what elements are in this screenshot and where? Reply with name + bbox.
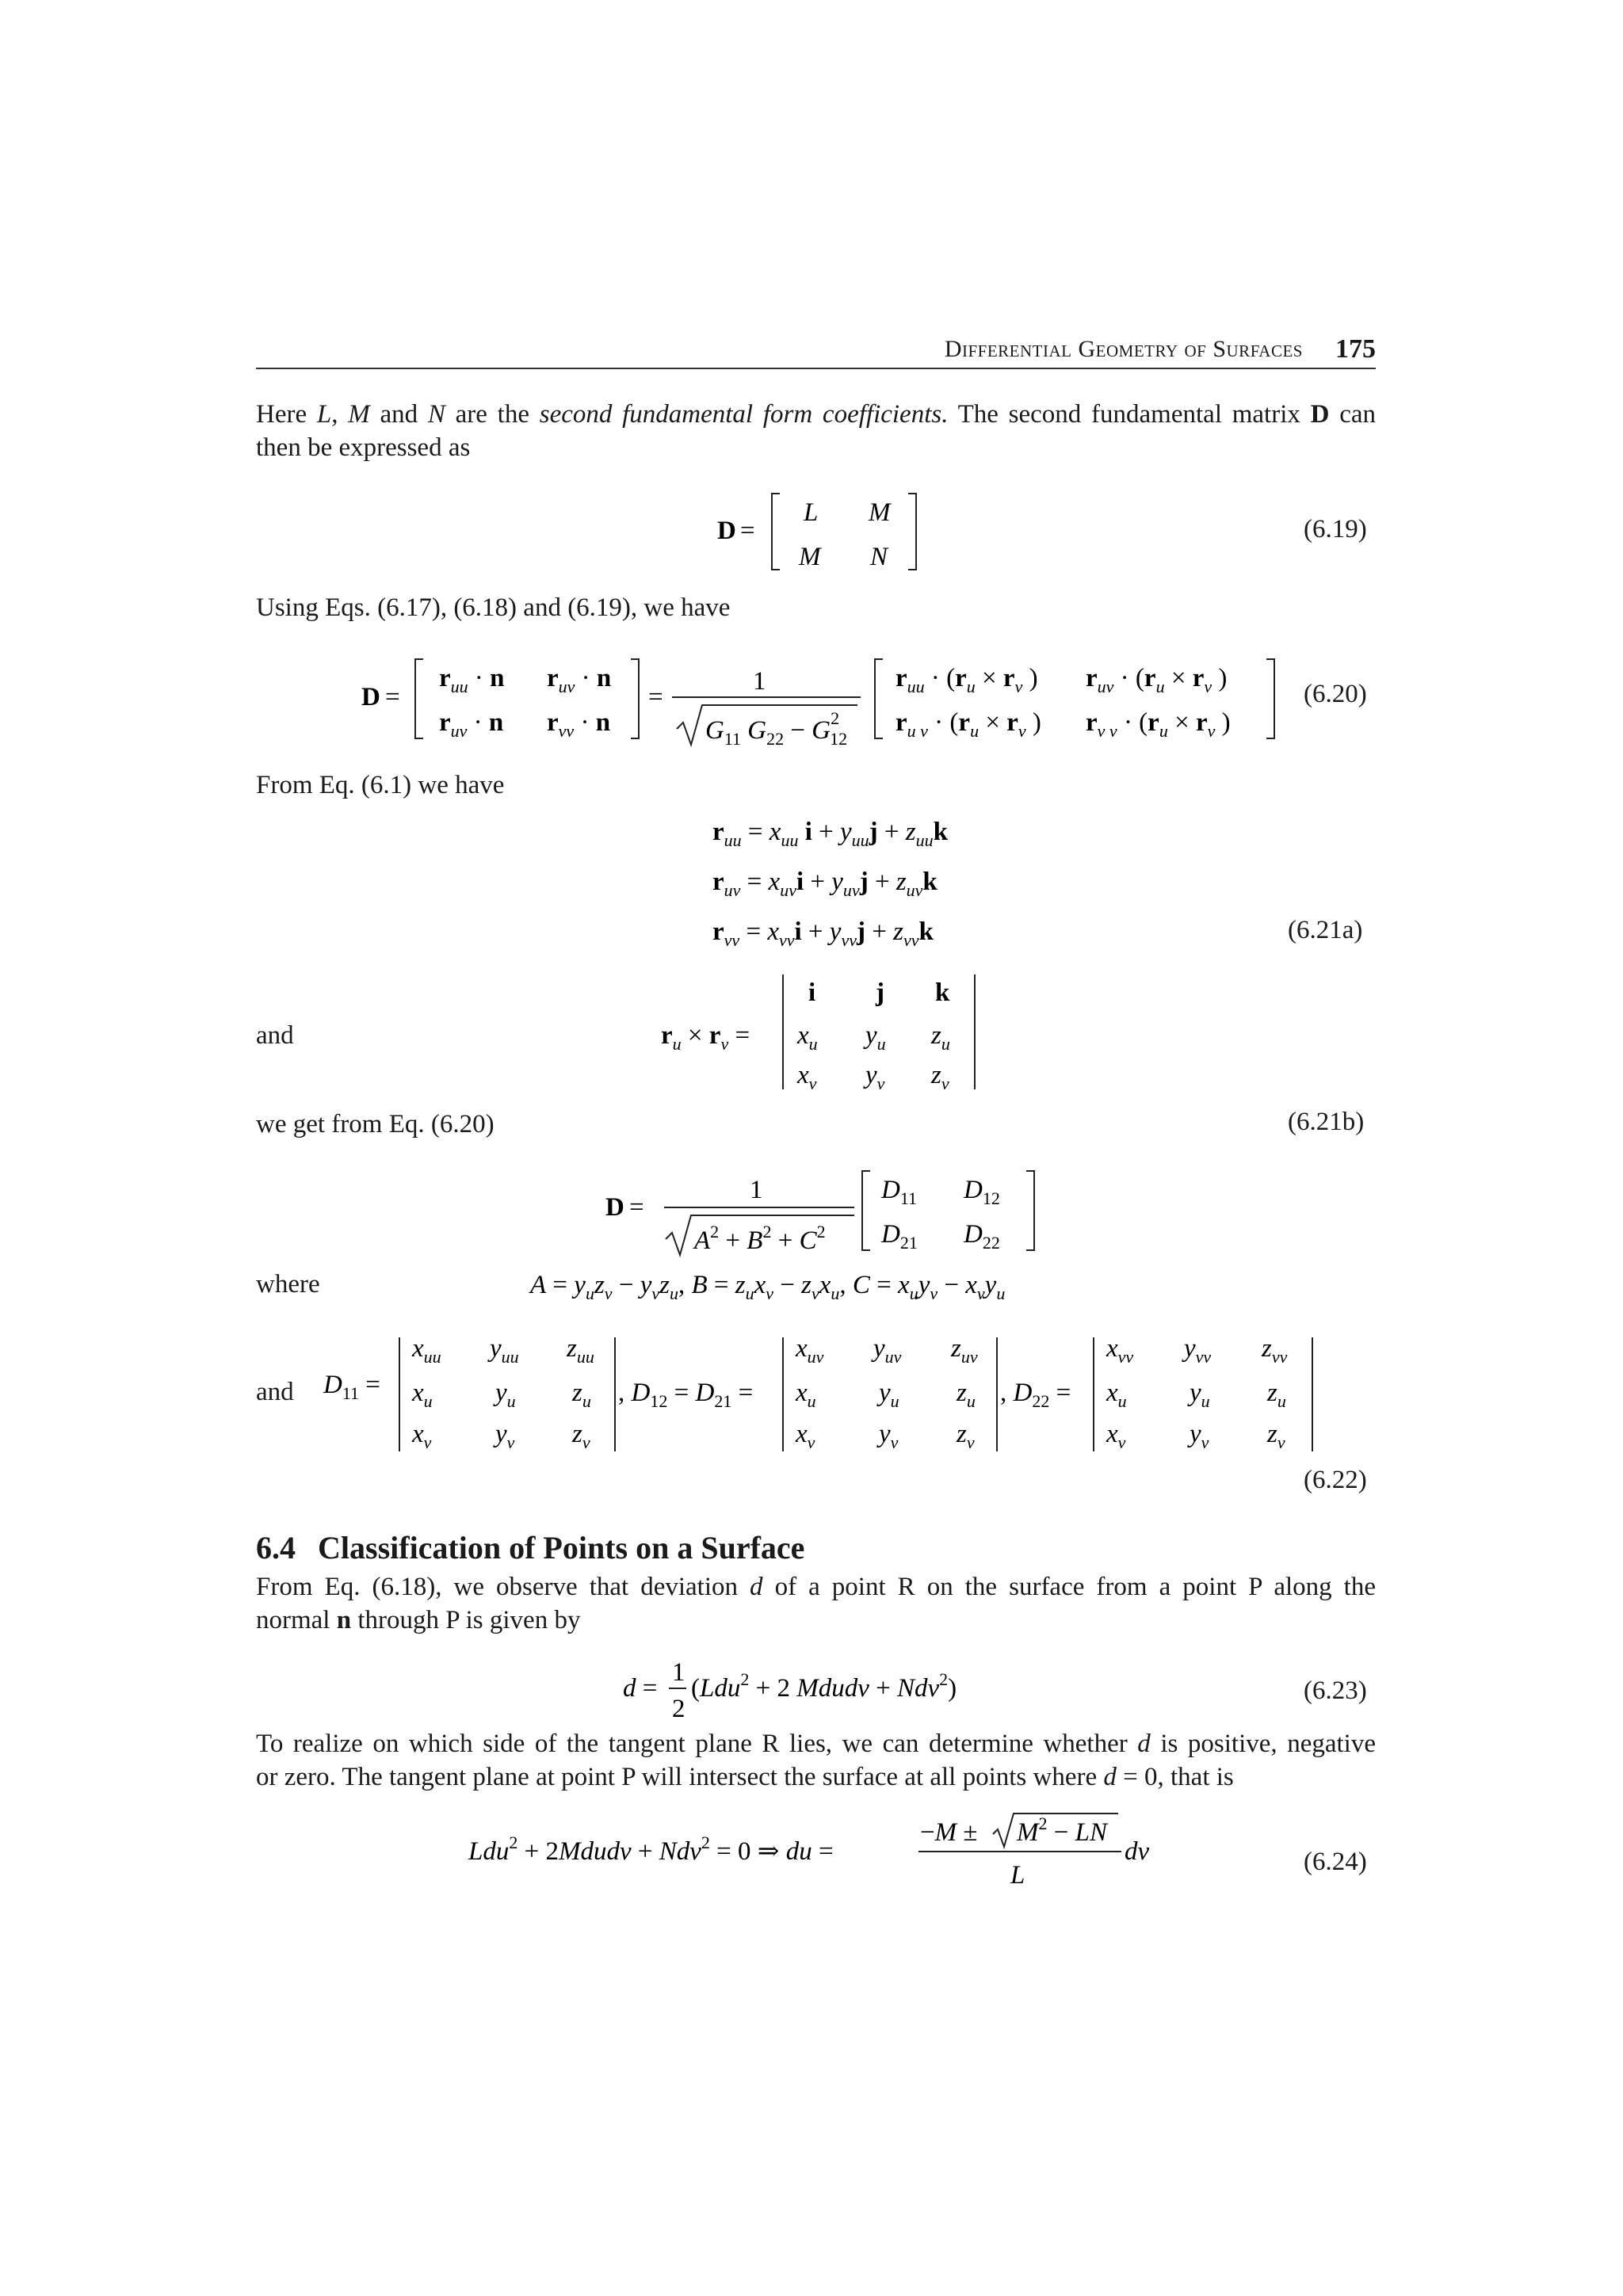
svg-text:zu: $z_u$: [1267, 1379, 1286, 1411]
svg-text:D21: $D_{21}$: [881, 1220, 918, 1253]
svg-text:zv: $z_v$: [931, 1061, 949, 1093]
svg-text:−M ±: −M ±: [920, 1818, 978, 1847]
section-title: Classification of Points on a Surface: [318, 1530, 805, 1566]
svg-text:xv: $x_v$: [796, 1420, 815, 1452]
svg-text:xu: $x_u$: [412, 1379, 433, 1411]
svg-text:L: L: [804, 498, 819, 527]
equation-number-6-21a: (6.21a): [1288, 916, 1363, 944]
equation-d-matrix: [602, 1165, 1046, 1268]
paragraph-intro: Here L, M and N are the second fundamental form coefficients. The second fundamental matrix D can then be expressed as: [256, 400, 1377, 462]
svg-text:yu: $y_u$: [1190, 1379, 1210, 1411]
equation-number-6-21b: (6.21b): [1288, 1108, 1365, 1136]
svg-text:N: N: [870, 543, 888, 571]
svg-text:=: =: [740, 517, 755, 545]
equation-cross-product: [658, 971, 991, 1097]
svg-text:A = yuzv − yvzu, B = zuxv −: $A = y_uz_v - y_vz_u$, $B = z_ux_v - z_vx_u$, $C = x_uy_v - x_vy_u$: [530, 1271, 1006, 1303]
svg-text:(Ldu2 + 2 Mdudv + Ndv2): (Ldu$^2$ + 2 Mdudv + Ndv$^2$): [691, 1669, 957, 1703]
svg-text:1: 1: [672, 1658, 685, 1687]
svg-text:ru v · (ru × rv ): $r_{u v} \cdot (r_u \times r_v$ ): [896, 708, 1041, 741]
running-header: [256, 333, 1376, 369]
svg-text:yvv: $y_{vv}$: [1184, 1334, 1212, 1367]
svg-text:A2 + B2 + C2: $A^2 + B^2 + C^2$: [694, 1222, 826, 1255]
text-and-2: and: [256, 1378, 294, 1406]
equation-number-6-23: (6.23): [1304, 1676, 1367, 1705]
equation-number-6-24: (6.24): [1304, 1848, 1367, 1876]
svg-text:yv: $y_v$: [1190, 1420, 1209, 1452]
svg-text:ruv · (ru × rv ): $r_{uv} \cdot (r_u \times r_v$ ): [1086, 664, 1228, 696]
svg-text:zvv: $z_{vv}$: [1262, 1334, 1288, 1367]
svg-text:xv: $x_v$: [412, 1420, 432, 1452]
svg-text:yu: $y_u$: [865, 1021, 886, 1054]
svg-text:=: =: [648, 683, 663, 711]
svg-text:xu: $x_u$: [797, 1021, 818, 1054]
svg-text:k: k: [935, 978, 950, 1007]
svg-text:M: M: [869, 498, 891, 527]
svg-text:D11: $D_{11}$: [881, 1176, 918, 1208]
svg-text:ruv = xuvi + yuvj + zuvk: $r_{uv} = x_{uv}i + y_{uv}j + z_{uv}k$: [712, 868, 938, 900]
svg-text:dv: dv: [1125, 1837, 1150, 1866]
svg-text:D: D: [717, 517, 736, 545]
svg-text:xv: $x_v$: [797, 1061, 817, 1093]
svg-text:xuu: $x_{uu}$: [412, 1334, 441, 1367]
svg-text:zv: $z_v$: [957, 1420, 975, 1452]
svg-text:zu: $z_u$: [957, 1379, 976, 1411]
paragraph-tangent-plane: To realize on which side of the tangent plane R lies, we can determine whether d is positive, negative or zero. The tangent plane at point P will intersect the surface at all points where d = 0, that is: [256, 1730, 1376, 1791]
svg-text:xv: $x_v$: [1106, 1420, 1126, 1452]
text-using-eqs: Using Eqs. (6.17), (6.18) and (6.19), we have: [256, 593, 731, 622]
svg-text:ruu = xuu i + yuuj + zuuk: $r_{uu} = x_{uu}$ $i + y_{uu}j + z_{uu}k$: [712, 818, 948, 850]
svg-text:zv: $z_v$: [1267, 1420, 1285, 1452]
equation-6-22: [317, 1331, 1323, 1458]
svg-text:1: 1: [753, 667, 766, 696]
term-second-fundamental-form: second fundamental form coefficients.: [539, 400, 949, 429]
svg-text:ruv · n: $r_{uv} \cdot n$: [547, 664, 612, 696]
svg-text:xu: $x_u$: [1106, 1379, 1127, 1411]
svg-text:D12: $D_{12}$: [964, 1176, 1000, 1208]
svg-text:yuu: $y_{uu}$: [490, 1334, 519, 1367]
svg-text:yv: $y_v$: [879, 1420, 899, 1452]
svg-text:zv: $z_v$: [572, 1420, 590, 1452]
svg-text:yv: $y_v$: [865, 1061, 885, 1093]
svg-text:rvv · n: $r_{vv} \cdot n$: [547, 708, 611, 741]
equation-6-20: [357, 650, 1292, 753]
running-title: Differential Geometry of Surfaces: [944, 336, 1303, 362]
svg-text:zuu: $z_{uu}$: [567, 1334, 594, 1367]
svg-text:, D22 =: , $D_{22}$ =: [1000, 1379, 1071, 1411]
section-heading: [256, 1529, 804, 1566]
equation-abc: [527, 1266, 1129, 1306]
svg-text:zu: $z_u$: [572, 1379, 591, 1411]
svg-text:, D12 = D21 =: , $D_{12} = D_{21}$ =: [618, 1379, 754, 1411]
svg-text:j: j: [876, 978, 884, 1007]
equation-number-6-19: (6.19): [1304, 515, 1367, 543]
equation-6-24: [464, 1810, 1177, 1897]
text-and-1: and: [256, 1021, 294, 1050]
equation-number-6-22: (6.22): [1304, 1466, 1367, 1494]
equation-6-19: [713, 487, 951, 574]
svg-text:d =: d =: [623, 1674, 658, 1703]
svg-text:yu: $y_u$: [495, 1379, 516, 1411]
svg-text:M2 − LN: $M^2$ − LN: [1017, 1814, 1107, 1847]
svg-text:Ldu2 + 2Mdudv + Ndv2 = 0 ⇒ du: Ldu$^2$ + 2Mdudv + Ndv$^2$ = 0 ⇒ du =: [468, 1833, 834, 1866]
svg-text:xu: $x_u$: [796, 1379, 816, 1411]
section-number: 6.4: [256, 1530, 296, 1566]
svg-text:ru × rv =: $r_u \times r_v$ =: [661, 1021, 750, 1054]
equation-6-23: [618, 1652, 1030, 1731]
svg-text:M: M: [799, 543, 821, 571]
svg-text:zu: $z_u$: [931, 1021, 950, 1054]
svg-text:L: L: [1010, 1861, 1025, 1890]
page-number: 175: [1335, 334, 1376, 364]
svg-text:1: 1: [750, 1176, 763, 1204]
equation-number-6-20: (6.20): [1304, 680, 1367, 708]
svg-text:yuv: $y_{uv}$: [873, 1334, 902, 1367]
svg-text:ruu · (ru × rv ): $r_{uu} \cdot (r_u \times r_v$ ): [896, 664, 1038, 696]
svg-text:D: D: [605, 1193, 624, 1222]
svg-text:yu: $y_u$: [879, 1379, 899, 1411]
svg-text:=: =: [629, 1193, 644, 1222]
svg-text:xuv: $x_{uv}$: [796, 1334, 824, 1367]
svg-text:=: =: [385, 683, 400, 711]
paragraph-deviation: From Eq. (6.18), we observe that deviation d of a point R on the surface from a point P along the normal n through P is given by: [256, 1573, 1376, 1634]
svg-text:rvv = xvvi + yvvj + zvvk: $r_{vv} = x_{vv}i + y_{vv}j + z_{vv}k$: [712, 917, 934, 950]
text-from-eq-6-1: From Eq. (6.1) we have: [256, 771, 505, 799]
svg-text:G11 G22 − G212: $G_{11}$ $G_{22} - G^2$ 12: [705, 708, 848, 749]
svg-text:zuv: $z_{uv}$: [951, 1334, 978, 1367]
equation-6-21a: [709, 812, 1026, 955]
svg-text:yv: $y_v$: [495, 1420, 515, 1452]
svg-text:D22: $D_{22}$: [964, 1220, 1000, 1253]
svg-text:D11 =: $D_{11}$ =: [323, 1371, 380, 1403]
svg-text:D: D: [361, 683, 380, 711]
svg-text:rv v · (ru × rv ): $r_{v v} \cdot (r_u \times r_v$ ): [1086, 708, 1231, 741]
svg-text:ruu · n: $r_{uu} \cdot n$: [439, 664, 505, 696]
svg-text:2: 2: [672, 1695, 685, 1723]
svg-text:xvv: $x_{vv}$: [1106, 1334, 1134, 1367]
text-where: where: [256, 1270, 320, 1299]
svg-text:i: i: [808, 978, 816, 1007]
text-we-get: we get from Eq. (6.20): [256, 1110, 495, 1138]
svg-text:ruv · n: $r_{uv} \cdot n$: [439, 708, 504, 741]
